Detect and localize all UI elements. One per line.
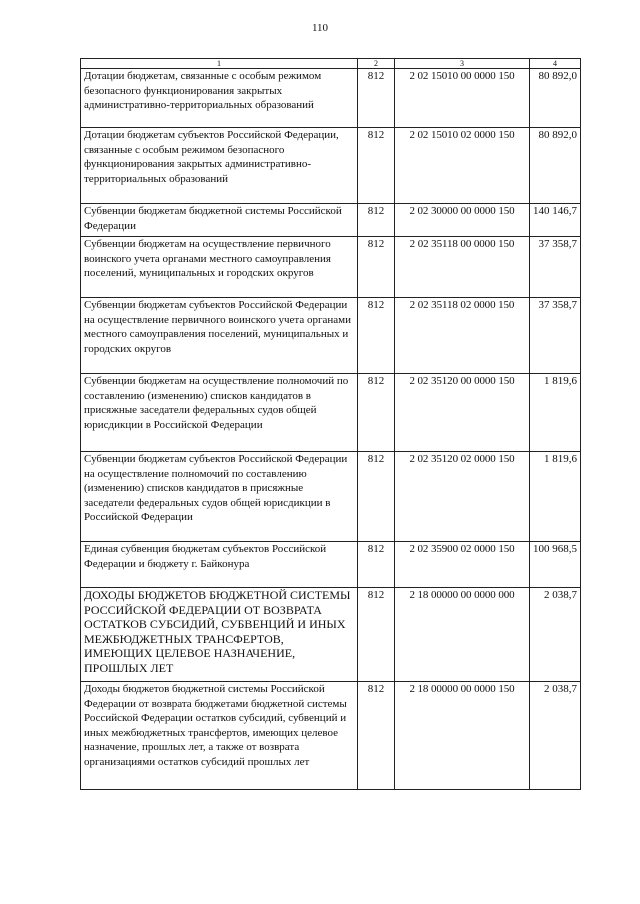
revenue-name: Субвенции бюджетам субъектов Российской Федерации на осуществление полномочий по составлению (изменению) списков кандидатов в присяжные заседатели федеральных судов общей юрисдикции в Российской Федерации xyxy=(81,452,358,542)
budget-classification-code: 2 02 15010 02 0000 150 xyxy=(395,128,530,204)
table-row xyxy=(81,237,581,298)
column-header-1: 1 xyxy=(81,59,358,69)
admin-code: 812 xyxy=(358,542,395,588)
table-header-row xyxy=(81,59,581,69)
admin-code: 812 xyxy=(358,452,395,542)
column-header-4: 4 xyxy=(530,59,581,69)
budget-classification-code: 2 18 00000 00 0000 000 xyxy=(395,588,530,682)
amount: 1 819,6 xyxy=(530,374,581,452)
admin-code: 812 xyxy=(358,128,395,204)
column-header-2: 2 xyxy=(358,59,395,69)
table-row xyxy=(81,542,581,588)
admin-code: 812 xyxy=(358,374,395,452)
page-number: 110 xyxy=(311,22,329,34)
revenue-name: Единая субвенция бюджетам субъектов Российской Федерации и бюджету г. Байконура xyxy=(81,542,358,588)
admin-code: 812 xyxy=(358,588,395,682)
revenue-name: Субвенции бюджетам на осуществление первичного воинского учета органами местного самоуправления поселений, муниципальных и городских округов xyxy=(81,237,358,298)
table-row xyxy=(81,452,581,542)
revenue-name: Доходы бюджетов бюджетной системы Российской Федерации от возврата бюджетами бюджетной системы Российской Федерации остатков субсидий, субвенций и иных межбюджетных трансфертов, имеющих целевое назначение, прошлых лет, а также от возврата организациями остатков субсидий прошлых лет xyxy=(81,682,358,790)
admin-code: 812 xyxy=(358,298,395,374)
amount: 37 358,7 xyxy=(530,237,581,298)
revenue-name: Субвенции бюджетам субъектов Российской Федерации на осуществление первичного воинского учета органами местного самоуправления поселений, муниципальных и городских округов xyxy=(81,298,358,374)
budget-classification-code: 2 02 35118 00 0000 150 xyxy=(395,237,530,298)
table-row xyxy=(81,588,581,682)
table-row xyxy=(81,69,581,128)
budget-classification-code: 2 02 30000 00 0000 150 xyxy=(395,204,530,237)
admin-code: 812 xyxy=(358,69,395,128)
budget-revenue-table xyxy=(80,58,581,790)
amount: 2 038,7 xyxy=(530,682,581,790)
budget-classification-code: 2 02 35900 02 0000 150 xyxy=(395,542,530,588)
revenue-name: Субвенции бюджетам на осуществление полномочий по составлению (изменению) списков кандидатов в присяжные заседатели федеральных судов общей юрисдикции в Российской Федерации xyxy=(81,374,358,452)
table-row xyxy=(81,298,581,374)
table-row xyxy=(81,374,581,452)
budget-classification-code: 2 02 35120 02 0000 150 xyxy=(395,452,530,542)
budget-classification-code: 2 02 35120 00 0000 150 xyxy=(395,374,530,452)
admin-code: 812 xyxy=(358,204,395,237)
amount: 37 358,7 xyxy=(530,298,581,374)
budget-classification-code: 2 18 00000 00 0000 150 xyxy=(395,682,530,790)
table-row xyxy=(81,128,581,204)
table-row xyxy=(81,204,581,237)
amount: 1 819,6 xyxy=(530,452,581,542)
amount: 80 892,0 xyxy=(530,69,581,128)
table-row xyxy=(81,682,581,790)
budget-classification-code: 2 02 35118 02 0000 150 xyxy=(395,298,530,374)
amount: 80 892,0 xyxy=(530,128,581,204)
admin-code: 812 xyxy=(358,682,395,790)
admin-code: 812 xyxy=(358,237,395,298)
revenue-name: Субвенции бюджетам бюджетной системы Российской Федерации xyxy=(81,204,358,237)
column-header-3: 3 xyxy=(395,59,530,69)
revenue-name: Дотации бюджетам субъектов Российской Федерации, связанные с особым режимом безопасного функционирования закрытых административно-территориальных образований xyxy=(81,128,358,204)
revenue-name: Дотации бюджетам, связанные с особым режимом безопасного функционирования закрытых административно-территориальных образований xyxy=(81,69,358,128)
revenue-name: ДОХОДЫ БЮДЖЕТОВ БЮДЖЕТНОЙ СИСТЕМЫ РОССИЙСКОЙ ФЕДЕРАЦИИ ОТ ВОЗВРАТА ОСТАТКОВ СУБСИДИЙ, СУБВЕНЦИЙ И ИНЫХ МЕЖБЮДЖЕТНЫХ ТРАНСФЕРТОВ, ИМЕЮЩИХ ЦЕЛЕВОЕ НАЗНАЧЕНИЕ, ПРОШЛЫХ ЛЕТ xyxy=(81,588,358,682)
amount: 140 146,7 xyxy=(530,204,581,237)
amount: 100 968,5 xyxy=(530,542,581,588)
amount: 2 038,7 xyxy=(530,588,581,682)
budget-classification-code: 2 02 15010 00 0000 150 xyxy=(395,69,530,128)
